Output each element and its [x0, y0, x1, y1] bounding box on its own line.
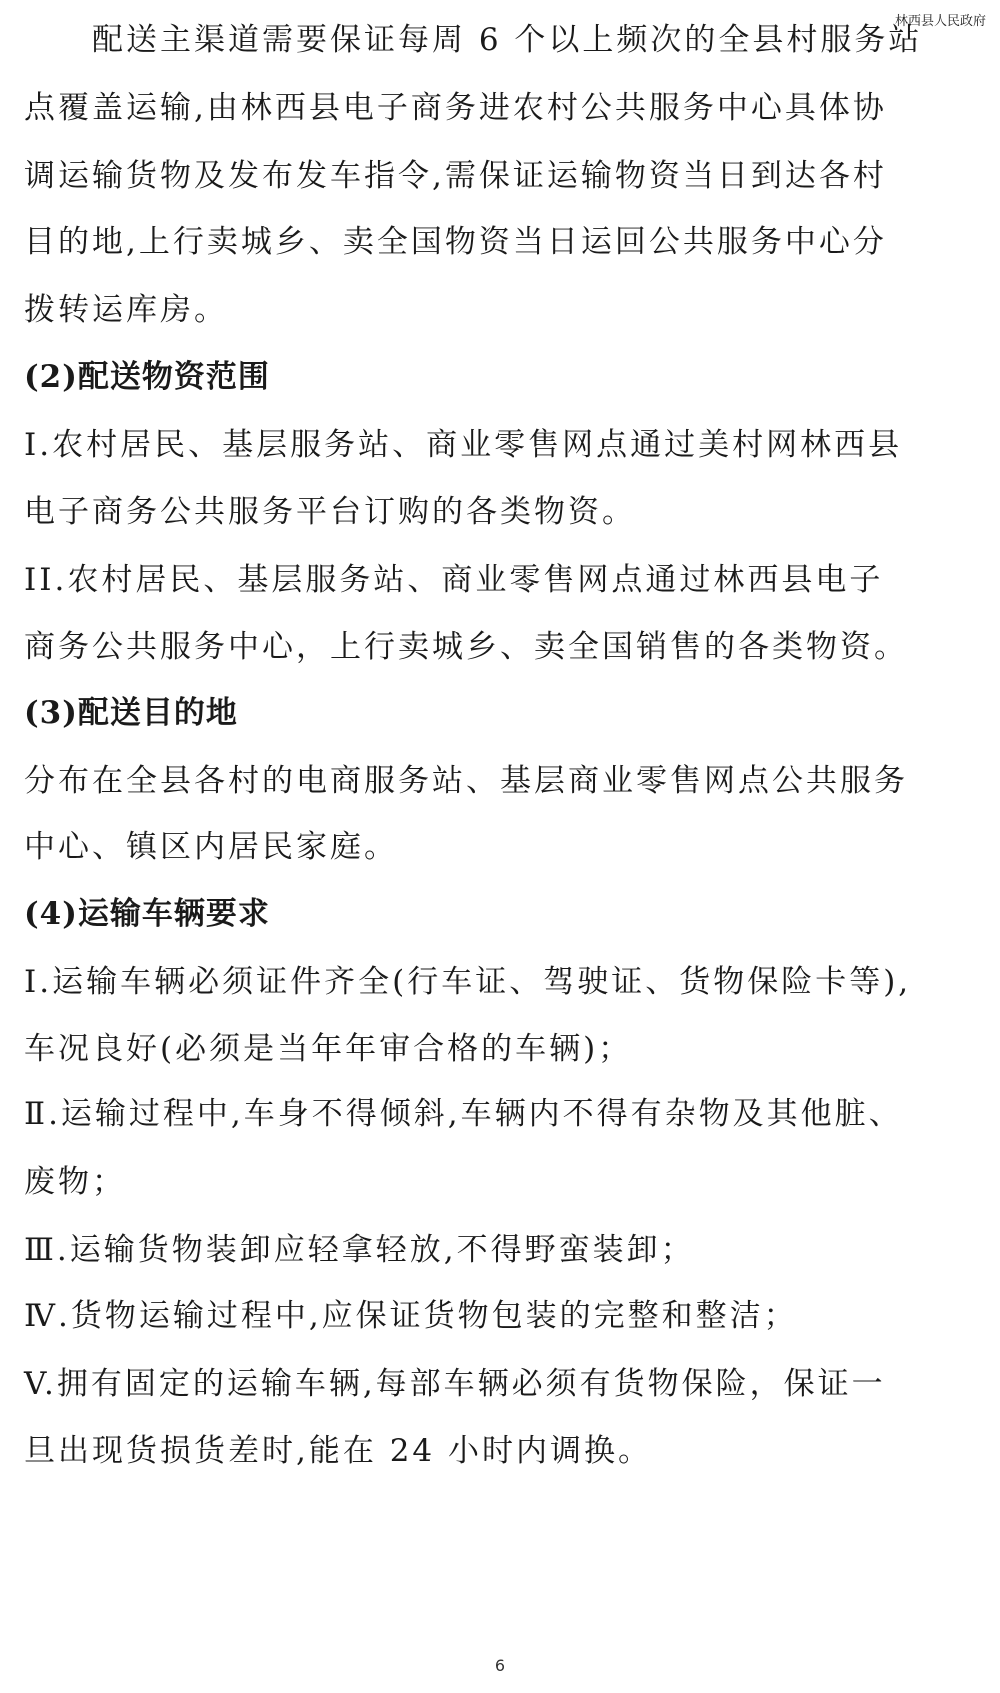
paragraph-line: Ⅱ.运输过程中,车身不得倾斜,车辆内不得有杂物及其他脏、: [24, 1096, 903, 1132]
paragraph-line: 中心、镇区内居民家庭。: [24, 829, 398, 865]
paragraph-line: 旦出现货损货差时,能在 24 小时内调换。: [24, 1433, 653, 1469]
paragraph-line: 点覆盖运输,由林西县电子商务进农村公共服务中心具体协: [24, 90, 887, 126]
page-number: 6: [494, 1656, 506, 1675]
paragraph-line: 目的地,上行卖城乡、卖全国物资当日运回公共服务中心分: [24, 224, 887, 260]
section-heading: (2)配送物资范围: [24, 359, 270, 395]
paragraph-line: 废物；: [24, 1164, 126, 1200]
paragraph-line: 电子商务公共服务平台订购的各类物资。: [24, 494, 636, 530]
paragraph-line: Ⅲ.运输货物装卸应轻拿轻放,不得野蛮装卸；: [24, 1232, 695, 1268]
paragraph-line: 分布在全县各村的电商服务站、基层商业零售网点公共服务: [24, 763, 908, 799]
paragraph-line: Ⅳ.货物运输过程中,应保证货物包装的完整和整洁；: [24, 1298, 798, 1334]
paragraph-line: 配送主渠道需要保证每周 6 个以上频次的全县村服务站: [24, 22, 923, 58]
paragraph-line: 车况良好(必须是当年年审合格的车辆)；: [24, 1031, 633, 1067]
paragraph-line: II.农村居民、基层服务站、商业零售网点通过林西县电子: [24, 562, 884, 598]
paragraph-line: I.运输车辆必须证件齐全(行车证、驾驶证、货物保险卡等),: [24, 964, 912, 1000]
paragraph-line: I.农村居民、基层服务站、商业零售网点通过美村网林西县: [24, 427, 903, 463]
section-heading: (3)配送目的地: [24, 695, 238, 731]
watermark-label: 林西县人民政府: [889, 8, 992, 31]
paragraph-line: 调运输货物及发布发车指令,需保证运输物资当日到达各村: [24, 158, 887, 194]
paragraph-line: V.拥有固定的运输车辆,每部车辆必须有货物保险，保证一: [24, 1366, 886, 1402]
paragraph-line: 商务公共服务中心，上行卖城乡、卖全国销售的各类物资。: [24, 629, 908, 665]
section-heading: (4)运输车辆要求: [24, 896, 270, 932]
paragraph-line: 拨转运库房。: [24, 292, 228, 328]
